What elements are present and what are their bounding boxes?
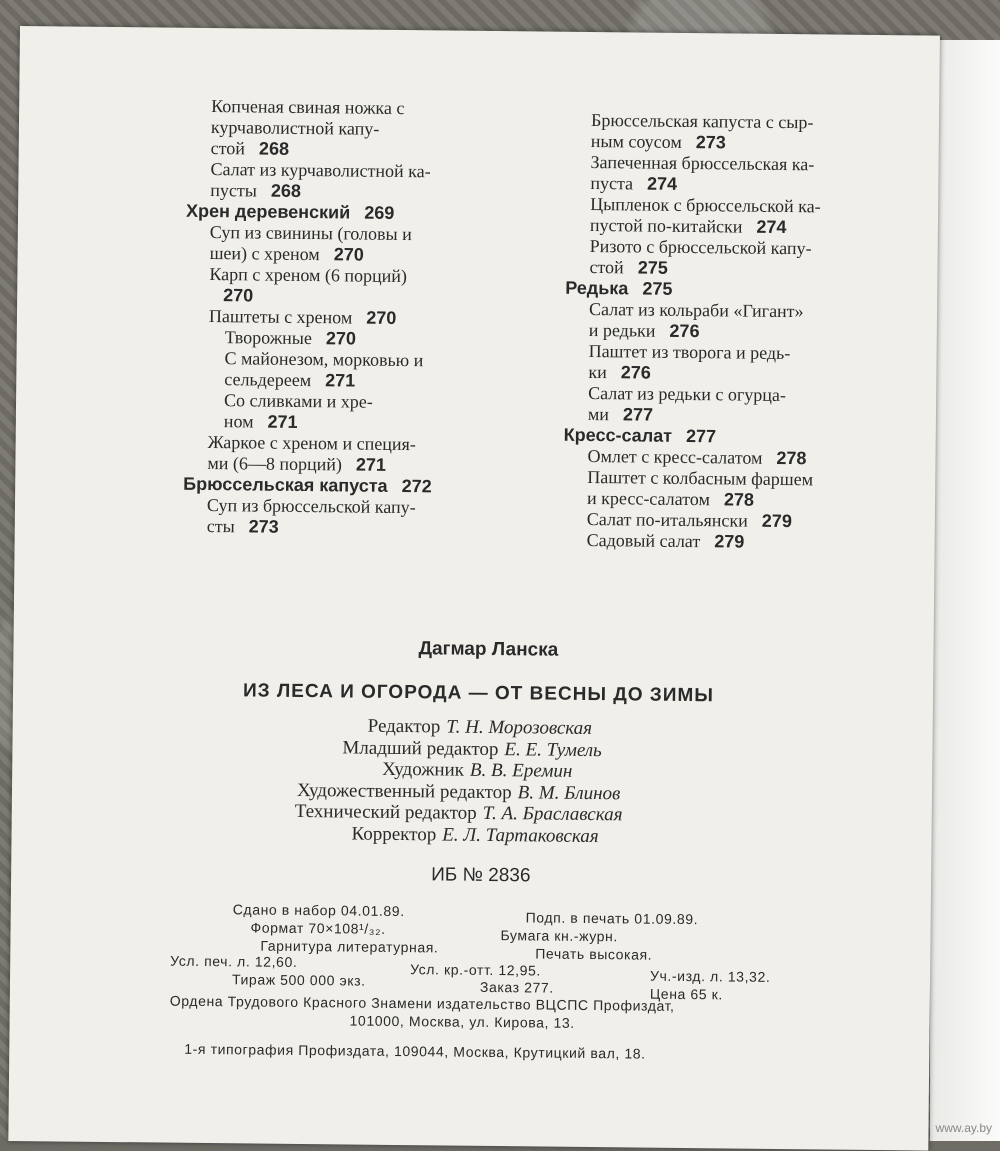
page-number: 278: [724, 489, 754, 509]
credit-name: В. В. Еремин: [470, 760, 573, 782]
credit-role: Художник: [382, 759, 464, 781]
page-number: 270: [334, 244, 364, 264]
entry-text: Запеченная брюссельская ка-: [591, 152, 815, 174]
adjacent-page: [930, 40, 1000, 1141]
ib-number: ИБ № 2836: [431, 864, 531, 887]
page-number: 275: [638, 257, 668, 277]
book-title: ИЗ ЛЕСА И ОГОРОДА — ОТ ВЕСНЫ ДО ЗИМЫ: [243, 680, 714, 707]
entry-text: Салат из кольраби «Гигант»: [589, 299, 804, 321]
entry-text: стой: [589, 257, 623, 277]
imprint-signed: Подп. в печать 01.09.89.: [526, 909, 699, 927]
entry-text: ном: [224, 411, 254, 431]
entry-text: Паштет с колбасным фаршем: [587, 467, 813, 489]
index-left-column: [183, 96, 508, 540]
imprint-circulation: Тираж 500 000 экз.: [232, 971, 366, 988]
imprint-print: Печать высокая.: [535, 945, 652, 962]
entry-text: ки: [588, 362, 607, 382]
page-number: 276: [621, 362, 651, 382]
page-number: 274: [647, 174, 677, 194]
entry-text: Брюссельская капуста с сыр-: [591, 110, 814, 132]
imprint-color-prints: Усл. кр.-отт. 12,95.: [410, 961, 541, 978]
entry-text: сты: [207, 516, 235, 536]
entry-text: Салат из курчаволистной ка-: [210, 159, 430, 181]
entry-text: пустой по-китайски: [590, 215, 743, 237]
entry-text: пусты: [210, 180, 257, 200]
entry-text: Омлет с кресс-салатом: [587, 446, 762, 468]
page-number: 279: [714, 531, 744, 551]
credit-name: Е. Л. Тартаковская: [442, 824, 599, 847]
imprint-price: Цена 65 к.: [650, 986, 723, 1003]
entry-text: С майонезом, морковью и: [224, 348, 423, 370]
page-number: 271: [267, 412, 297, 432]
imprint-printer: 1-я типография Профиздата, 109044, Москва, Крутицкий вал, 18.: [184, 1041, 646, 1062]
imprint-typeface: Гарнитура литературная.: [260, 938, 438, 956]
book-page: [8, 26, 940, 1151]
index-left-entry: [183, 516, 503, 540]
imprint-paper: Бумага кн.-журн.: [500, 927, 618, 944]
entry-text: Редька: [565, 278, 628, 299]
watermark: www.ay.by: [936, 1121, 992, 1135]
entry-text: Паштеты с хреном: [209, 306, 353, 327]
entry-text: Кресс-салат: [564, 425, 672, 446]
author-name: Дагмар Ланска: [418, 638, 558, 661]
entry-text: сельдереем: [224, 369, 311, 390]
credit-name: Т. Н. Морозовская: [446, 717, 592, 740]
page-number: 275: [642, 279, 672, 299]
page-number: 279: [762, 511, 792, 531]
credit-name: В. М. Блинов: [518, 782, 621, 804]
page-number: 271: [356, 455, 386, 475]
credit-role: Младший редактор: [342, 737, 498, 760]
page-number: 273: [249, 516, 279, 536]
entry-text: ми: [588, 404, 609, 424]
page-number: 270: [223, 285, 253, 305]
credit-role: Технический редактор: [295, 801, 477, 824]
entry-text: ным соусом: [591, 131, 682, 152]
imprint-pub-sheets: Уч.-изд. л. 13,32.: [650, 968, 770, 985]
entry-text: пуста: [590, 173, 633, 193]
page-number: 274: [756, 217, 786, 237]
imprint-submitted: Сдано в набор 04.01.89.: [233, 901, 405, 919]
entry-text: ми (6—8 порций): [207, 453, 342, 474]
credit-name: Е. Е. Тумель: [504, 739, 602, 761]
credit-role: Художественный редактор: [297, 779, 512, 802]
entry-text: Цыпленок с брюссельской ка-: [590, 194, 821, 216]
page-number: 270: [366, 308, 396, 328]
entry-text: Салат из редьки с огурца-: [588, 383, 786, 405]
entry-text: и кресс-салатом: [587, 488, 710, 509]
page-number: 271: [325, 370, 355, 390]
page-number: 268: [271, 181, 301, 201]
entry-text: Садовый салат: [587, 530, 701, 551]
entry-text: Салат по-итальянски: [587, 509, 748, 531]
entry-text: Со сливками и хре-: [224, 390, 373, 412]
page-number: 268: [259, 139, 289, 159]
entry-text: шеи) с хреном: [210, 243, 320, 264]
credit-name: Т. А. Браславская: [483, 803, 623, 825]
page-number: 270: [326, 328, 356, 348]
entry-text: Жаркое с хреном и специя-: [208, 432, 416, 454]
page-number: 278: [776, 448, 806, 468]
page-number: 276: [669, 321, 699, 341]
entry-text: Карп с хреном (6 порций): [209, 264, 407, 286]
page-number: 273: [696, 132, 726, 152]
imprint-publisher-line1: Ордена Трудового Красного Знамени издательство ВЦСПС Профиздат,: [170, 993, 675, 1014]
credit-role: Корректор: [351, 823, 436, 845]
entry-text: Суп из свинины (головы и: [210, 222, 412, 244]
entry-text: Суп из брюссельской капу-: [207, 495, 416, 517]
index-right-column: [563, 110, 898, 554]
imprint-publisher-line2: 101000, Москва, ул. Кирова, 13.: [350, 1013, 575, 1031]
index-right-entry: [563, 530, 893, 554]
page-number: 269: [364, 203, 394, 223]
page-number: 277: [623, 404, 653, 424]
page-number: 277: [686, 426, 716, 446]
credit-line: [277, 801, 623, 826]
imprint-print-sheets: Усл. печ. л. 12,60.: [170, 953, 297, 970]
imprint-format: Формат 70×108¹/₃₂.: [250, 919, 385, 936]
page-number: 272: [402, 476, 432, 496]
entry-text: Копченая свиная ножка с: [211, 96, 404, 118]
imprint-order: Заказ 277.: [480, 979, 554, 996]
entry-text: и редьки: [589, 320, 656, 341]
credits-block: [276, 715, 623, 848]
entry-text: курчаволистной капу-: [211, 117, 380, 139]
entry-text: Паштет из творога и редь-: [589, 341, 791, 363]
entry-text: Ризото с брюссельской капу-: [590, 236, 812, 258]
entry-text: Творожные: [225, 327, 312, 348]
credit-line: [276, 822, 622, 847]
credit-role: Редактор: [368, 716, 441, 738]
entry-text: Брюссельская капуста: [183, 474, 388, 496]
entry-text: стой: [211, 138, 245, 158]
entry-text: Хрен деревенский: [186, 201, 350, 223]
